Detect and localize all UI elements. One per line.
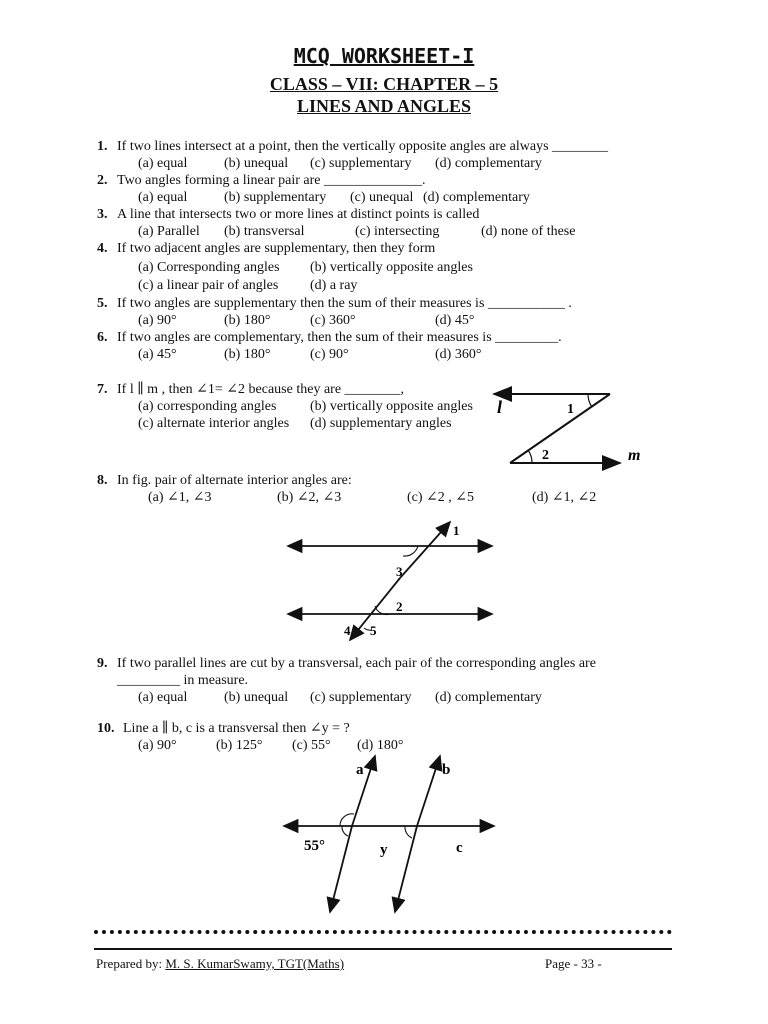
q2-option-d: (d) complementary — [423, 190, 530, 205]
question-5: 5. If two angles are supplementary then the sum of their measures is ___________ . — [97, 296, 572, 311]
footer-dotted-divider — [94, 930, 672, 934]
q8-option-a: (a) ∠1, ∠3 — [148, 490, 212, 505]
question-7: 7. If l ∥ m , then ∠1= ∠2 because they are ________, — [97, 382, 405, 397]
label-angle-1: 1 — [567, 402, 574, 417]
angle-arc-2 — [528, 450, 532, 463]
q3-option-a: (a) Parallel — [138, 224, 200, 239]
q7-option-c: (c) alternate interior angles — [138, 416, 290, 431]
angle-arc-3 — [403, 546, 418, 556]
q9-option-b: (b) unequal — [224, 690, 289, 705]
q3-option-c: (c) intersecting — [355, 224, 440, 239]
q7-option-a: (a) corresponding angles — [138, 399, 277, 414]
q3-option-d: (d) none of these — [481, 224, 576, 239]
q10-option-a: (a) 90° — [138, 738, 177, 753]
question-text: If two angles are complementary, then the sum of their measures is _________. — [117, 330, 562, 345]
question-9: 9. If two parallel lines are cut by a transversal, each pair of the corresponding angles are — [97, 656, 596, 671]
q8-option-d: (d) ∠1, ∠2 — [532, 490, 597, 505]
q9-option-c: (c) supplementary — [310, 690, 412, 705]
author-name: M. S. KumarSwamy, TGT(Maths) — [165, 956, 345, 971]
question-text: Two angles forming a linear pair are ______________. — [117, 173, 426, 188]
footer-rule — [94, 948, 672, 950]
q5-option-d: (d) 45° — [435, 313, 475, 328]
q6-option-a: (a) 45° — [138, 347, 177, 362]
question-4: 4. If two adjacent angles are supplementary, then they form — [97, 241, 436, 256]
transversal-up — [400, 522, 450, 578]
figure-q8 — [280, 518, 500, 643]
q1-option-a: (a) equal — [138, 156, 188, 171]
q10-option-b: (b) 125° — [216, 738, 263, 753]
label-angle-2: 2 — [542, 448, 549, 463]
question-text: A line that intersects two or more lines at distinct points is called — [117, 207, 480, 222]
line-b-up — [417, 756, 440, 826]
page-number: Page - 33 - — [545, 956, 602, 971]
label-c: c — [456, 840, 463, 856]
question-2: 2. Two angles forming a linear pair are ______________. — [97, 173, 426, 188]
question-text: In fig. pair of alternate interior angles are: — [117, 473, 352, 488]
page-subtitle-chapter: LINES AND ANGLES — [296, 96, 472, 116]
q1-option-c: (c) supplementary — [310, 156, 412, 171]
angle-arc-1 — [588, 394, 592, 407]
label-angle-2: 2 — [396, 599, 403, 614]
label-a: a — [356, 762, 364, 778]
question-3: 3. A line that intersects two or more lines at distinct points is called — [97, 207, 480, 222]
label-b: b — [442, 762, 451, 778]
q8-option-b: (b) ∠2, ∠3 — [277, 490, 342, 505]
question-8: 8. In fig. pair of alternate interior angles are: — [97, 473, 352, 488]
q1-option-b: (b) unequal — [224, 156, 289, 171]
footer-author: Prepared by: M. S. KumarSwamy, TGT(Maths) — [96, 956, 345, 971]
label-angle-1: 1 — [453, 523, 460, 538]
line-b-down — [395, 826, 417, 912]
page-title: MCQ WORKSHEET-I — [293, 44, 475, 68]
label-55: 55° — [304, 838, 325, 854]
question-text: If two parallel lines are cut by a transversal, each pair of the corresponding angles are — [117, 656, 596, 671]
q4-option-c: (c) a linear pair of angles — [138, 278, 279, 293]
q5-option-b: (b) 180° — [224, 313, 271, 328]
label-angle-5: 5 — [370, 623, 377, 638]
q1-option-d: (d) complementary — [435, 156, 542, 171]
q4-option-b: (b) vertically opposite angles — [310, 260, 473, 275]
q7-option-d: (d) supplementary angles — [310, 416, 452, 431]
angle-arc-55 — [342, 826, 348, 836]
question-10: 10. Line a ∥ b, c is a transversal then ∠y = ? — [97, 721, 350, 736]
question-text: If two adjacent angles are supplementary, then they form — [117, 241, 436, 256]
line-a-down — [330, 826, 352, 912]
q5-option-c: (c) 360° — [310, 313, 356, 328]
q6-option-c: (c) 90° — [310, 347, 349, 362]
question-text: If two angles are supplementary then the sum of their measures is ___________ . — [117, 296, 572, 311]
q2-option-c: (c) unequal — [350, 190, 414, 205]
q5-option-a: (a) 90° — [138, 313, 177, 328]
label-l: l — [497, 397, 503, 417]
figure-q7 — [480, 380, 660, 475]
page-subtitle-class: CLASS – VII: CHAPTER – 5 — [269, 74, 499, 94]
q4-option-a: (a) Corresponding angles — [138, 260, 280, 275]
q10-option-c: (c) 55° — [292, 738, 331, 753]
label-y: y — [380, 842, 388, 858]
q6-option-d: (d) 360° — [435, 347, 482, 362]
label-m: m — [628, 447, 641, 464]
question-1: 1. If two lines intersect at a point, then the vertically opposite angles are always ________ — [97, 139, 609, 154]
q4-option-d: (d) a ray — [310, 278, 358, 293]
question-text: If two lines intersect at a point, then the vertically opposite angles are always ________ — [117, 139, 609, 154]
label-angle-4: 4 — [344, 623, 351, 638]
q2-option-b: (b) supplementary — [224, 190, 327, 205]
question-text: Line a ∥ b, c is a transversal then ∠y = ? — [123, 721, 350, 736]
question-9-continued: _________ in measure. — [117, 673, 249, 688]
q8-option-c: (c) ∠2 , ∠5 — [407, 490, 474, 505]
q9-option-d: (d) complementary — [435, 690, 542, 705]
question-text: If l ∥ m , then ∠1= ∠2 because they are ________, — [117, 382, 405, 397]
q7-option-b: (b) vertically opposite angles — [310, 399, 473, 414]
angle-arc-y — [405, 826, 412, 838]
q10-option-d: (d) 180° — [357, 738, 404, 753]
q9-option-a: (a) equal — [138, 690, 188, 705]
q2-option-a: (a) equal — [138, 190, 188, 205]
figure-q10 — [280, 752, 500, 917]
transversal — [510, 394, 610, 463]
q6-option-b: (b) 180° — [224, 347, 271, 362]
label-angle-3: 3 — [396, 564, 403, 579]
question-6: 6. If two angles are complementary, then the sum of their measures is _________. — [97, 330, 562, 345]
q3-option-b: (b) transversal — [224, 224, 305, 239]
